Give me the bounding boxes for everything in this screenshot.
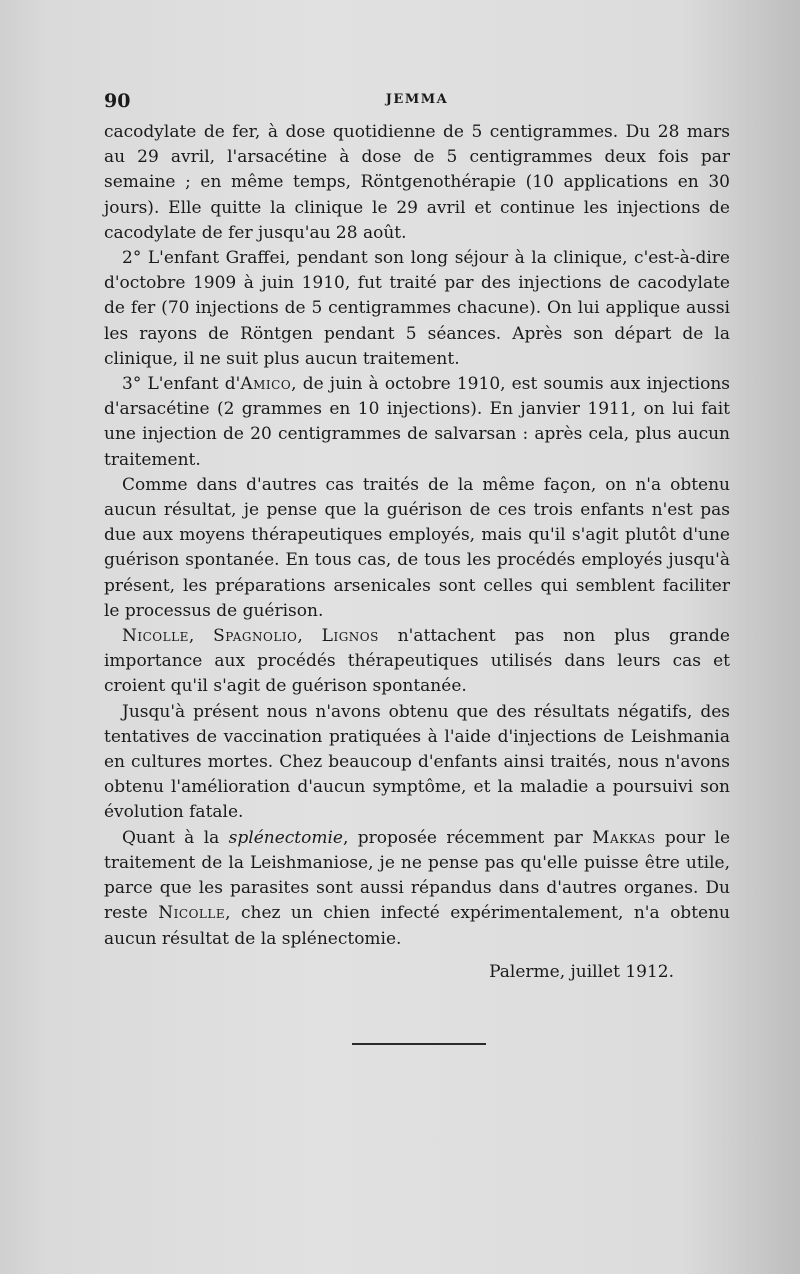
running-title: JEMMA	[385, 92, 449, 107]
paragraph-1: cacodylate de fer, à dose quotidienne de 5 centigrammes. Du 28 mars au 29 avril, l'arsacétine à dose de 5 centigrammes deux fois par semaine ; en même temps, Röntgenothérapie (10 applications en 30 jours). Elle quitte la clinique le 29 avril et continue les injections de cacodylate de fer jusqu'au 28 août.	[104, 122, 730, 243]
paragraph-5-text: n'attachent pas non plus grande importance aux procédés thérapeutiques utilisés dans leurs cas et croient qu'il s'agit de guérison spontanée.	[104, 626, 730, 697]
paragraph-7	[104, 826, 730, 952]
paragraph-2: 2° L'enfant Graffei, pendant son long séjour à la clinique, c'est-à-dire d'octobre 1909 à juin 1910, fut traité par des injections de cacodylate de fer (70 injections de 5 centigrammes chacune). On lui applique aussi les rayons de Röntgen pendant 5 séances. Après son départ de la clinique, il ne suit plus aucun traitement.	[104, 248, 730, 369]
author-name-lignos: Lignos	[321, 626, 379, 647]
paragraph-6: Jusqu'à présent nous n'avons obtenu que des résultats négatifs, des tentatives de vaccination pratiquées à l'aide d'injections de Leishmania en cultures mortes. Chez beaucoup d'enfants ainsi traités, nous n'avons obtenu l'amélioration d'aucun symptôme, et la maladie a poursuivi son évolution fatale.	[104, 701, 730, 823]
paragraph-7-text-d: , chez un chien infecté expérimentalement, n'a obtenu aucun résultat de la splénectomie.	[104, 903, 730, 949]
paragraph-7-text-a: Quant à la	[122, 827, 229, 848]
running-head	[104, 90, 730, 114]
paragraph-7-text-c: pour le traitement de la Leishmaniose, je ne pense pas qu'elle puisse être utile, parce que les parasites sont aussi répandus dans d'autres organes. Du reste	[104, 827, 731, 924]
paragraph-3-text-b: , de juin à octobre 1910, est soumis aux injections d'arsacétine (2 grammes en 10 injections). En janvier 1911, on lui fait une injection de 20 centigrammes de salvarsan : après cela, plus aucun traitement.	[104, 374, 731, 470]
separator: ,	[188, 626, 214, 647]
paragraph-3	[104, 372, 730, 473]
author-name-amico: Amico	[240, 374, 292, 395]
paragraph-4: Comme dans d'autres cas traités de la même façon, on n'a obtenu aucun résultat, je pense que la guérison de ces trois enfants n'est pas due aux moyens thérapeutiques employés, mais qu'il s'agit plutôt d'une guérison spontanée. En tous cas, de tous les procédés employés jusqu'à présent, les préparations arsenicales sont celles qui semblent faciliter le processus de guérison.	[104, 474, 730, 621]
separator: ,	[297, 626, 322, 647]
italic-term-splenectomie: splénectomie	[228, 827, 343, 848]
author-name-nicolle: Nicolle	[158, 903, 226, 924]
paragraph-3-text-a: 3° L'enfant d'	[122, 374, 241, 395]
page-number: 90	[104, 90, 131, 112]
closing-rule	[352, 1043, 486, 1045]
paragraph-7-text-b: , proposée récemment par	[343, 827, 593, 848]
author-name-makkas: Makkas	[592, 827, 656, 848]
author-name-spagnolio: Spagnolio	[213, 626, 298, 647]
paragraph-5	[104, 624, 730, 700]
body-text	[104, 120, 730, 952]
author-name-nicolle: Nicolle	[122, 626, 189, 647]
dateline: Palerme, juillet 1912.	[489, 962, 674, 982]
